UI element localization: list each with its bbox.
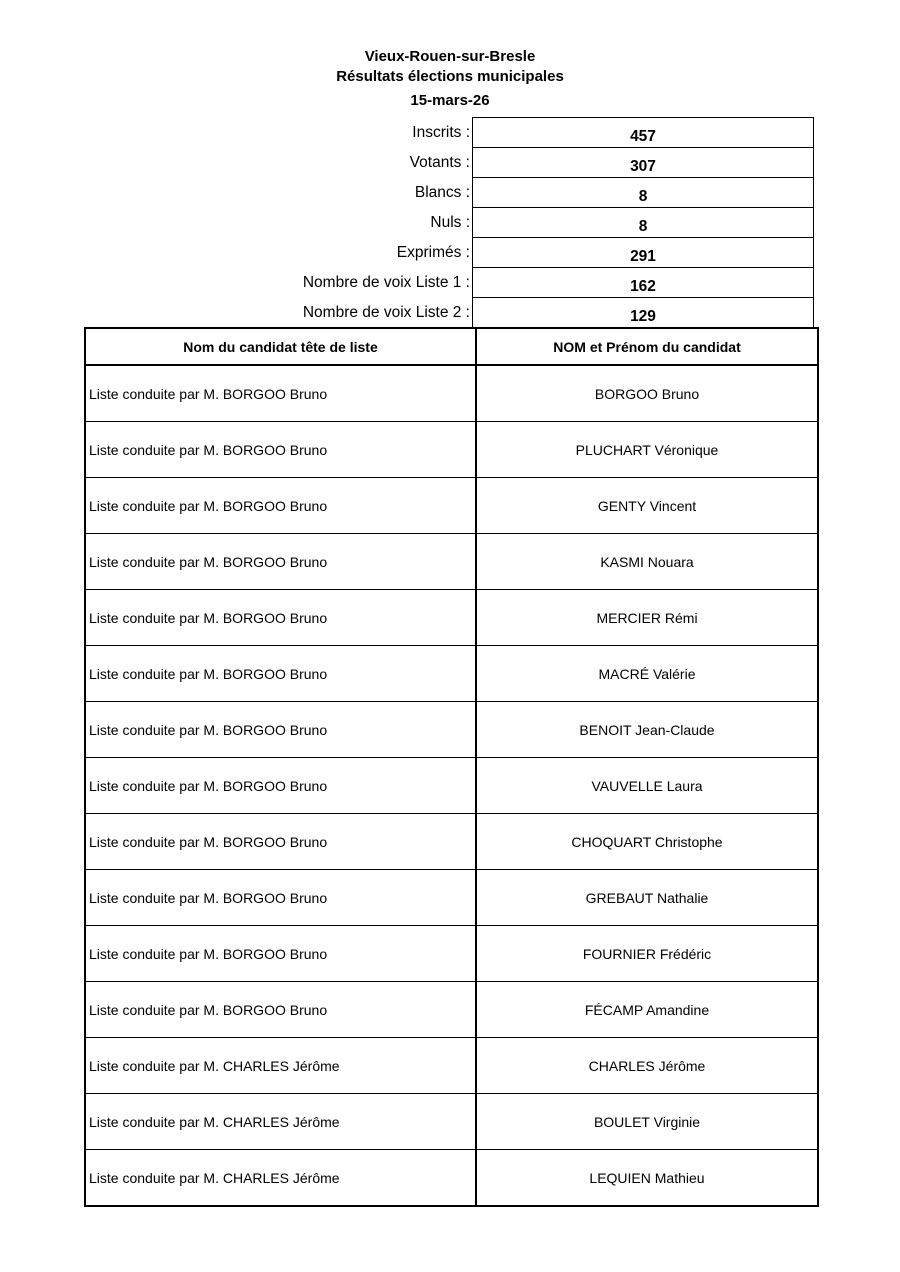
table-row — [85, 365, 818, 422]
candidate-name-cell: PLUCHART Véronique — [476, 422, 818, 478]
summary-row — [200, 268, 814, 298]
list-head-cell: Liste conduite par M. BORGOO Bruno — [85, 758, 476, 814]
document-title: Résultats élections municipales — [336, 68, 564, 85]
summary-label: Inscrits : — [412, 123, 470, 141]
candidate-name-cell: KASMI Nouara — [476, 534, 818, 590]
table-row — [85, 590, 818, 646]
summary-label: Nombre de voix Liste 2 : — [302, 303, 470, 321]
column-header-list-head: Nom du candidat tête de liste — [85, 328, 476, 365]
results-summary — [200, 117, 814, 328]
commune-title: Vieux-Rouen-sur-Bresle — [364, 48, 536, 65]
candidate-name-cell: MACRÉ Valérie — [476, 646, 818, 702]
list-head-cell: Liste conduite par M. BORGOO Bruno — [85, 478, 476, 534]
table-row — [85, 982, 818, 1038]
list-head-cell: Liste conduite par M. BORGOO Bruno — [85, 590, 476, 646]
table-row — [85, 814, 818, 870]
list-head-cell: Liste conduite par M. BORGOO Bruno — [85, 365, 476, 422]
list-head-cell: Liste conduite par M. CHARLES Jérôme — [85, 1150, 476, 1207]
summary-label: Exprimés : — [396, 243, 470, 261]
table-row — [85, 1094, 818, 1150]
summary-label: Nuls : — [430, 213, 470, 231]
list-head-cell: Liste conduite par M. BORGOO Bruno — [85, 702, 476, 758]
summary-value: 291 — [473, 238, 814, 268]
table-row — [85, 646, 818, 702]
column-header-candidate: NOM et Prénom du candidat — [476, 328, 818, 365]
list-head-cell: Liste conduite par M. BORGOO Bruno — [85, 870, 476, 926]
list-head-cell: Liste conduite par M. BORGOO Bruno — [85, 926, 476, 982]
summary-label: Nombre de voix Liste 1 : — [302, 273, 470, 291]
candidate-name-cell: FÉCAMP Amandine — [476, 982, 818, 1038]
summary-label: Votants : — [409, 153, 470, 171]
candidate-name-cell: VAUVELLE Laura — [476, 758, 818, 814]
summary-row — [200, 238, 814, 268]
summary-label: Blancs : — [414, 183, 470, 201]
table-row — [85, 534, 818, 590]
election-date: 15-mars-26 — [410, 92, 490, 109]
summary-value: 129 — [473, 298, 814, 328]
table-row — [85, 758, 818, 814]
table-row — [85, 702, 818, 758]
list-head-cell: Liste conduite par M. BORGOO Bruno — [85, 422, 476, 478]
candidate-name-cell: CHARLES Jérôme — [476, 1038, 818, 1094]
candidate-name-cell: LEQUIEN Mathieu — [476, 1150, 818, 1207]
candidate-name-cell: GREBAUT Nathalie — [476, 870, 818, 926]
table-row — [85, 926, 818, 982]
candidate-name-cell: FOURNIER Frédéric — [476, 926, 818, 982]
table-row — [85, 422, 818, 478]
candidate-name-cell: BENOIT Jean-Claude — [476, 702, 818, 758]
summary-row — [200, 148, 814, 178]
summary-value: 457 — [473, 118, 814, 148]
summary-row — [200, 208, 814, 238]
list-head-cell: Liste conduite par M. BORGOO Bruno — [85, 814, 476, 870]
list-head-cell: Liste conduite par M. CHARLES Jérôme — [85, 1094, 476, 1150]
candidate-name-cell: MERCIER Rémi — [476, 590, 818, 646]
summary-value: 8 — [473, 208, 814, 238]
candidate-name-cell: GENTY Vincent — [476, 478, 818, 534]
list-head-cell: Liste conduite par M. BORGOO Bruno — [85, 534, 476, 590]
list-head-cell: Liste conduite par M. BORGOO Bruno — [85, 982, 476, 1038]
summary-row — [200, 178, 814, 208]
table-row — [85, 478, 818, 534]
table-header-row — [85, 328, 818, 365]
table-row — [85, 1150, 818, 1207]
table-row — [85, 870, 818, 926]
list-head-cell: Liste conduite par M. CHARLES Jérôme — [85, 1038, 476, 1094]
list-head-cell: Liste conduite par M. BORGOO Bruno — [85, 646, 476, 702]
candidate-name-cell: BOULET Virginie — [476, 1094, 818, 1150]
candidate-name-cell: BORGOO Bruno — [476, 365, 818, 422]
summary-value: 307 — [473, 148, 814, 178]
summary-row — [200, 118, 814, 148]
table-row — [85, 1038, 818, 1094]
candidate-name-cell: CHOQUART Christophe — [476, 814, 818, 870]
candidates-table — [84, 327, 819, 1207]
summary-value: 8 — [473, 178, 814, 208]
summary-row — [200, 298, 814, 328]
summary-value: 162 — [473, 268, 814, 298]
